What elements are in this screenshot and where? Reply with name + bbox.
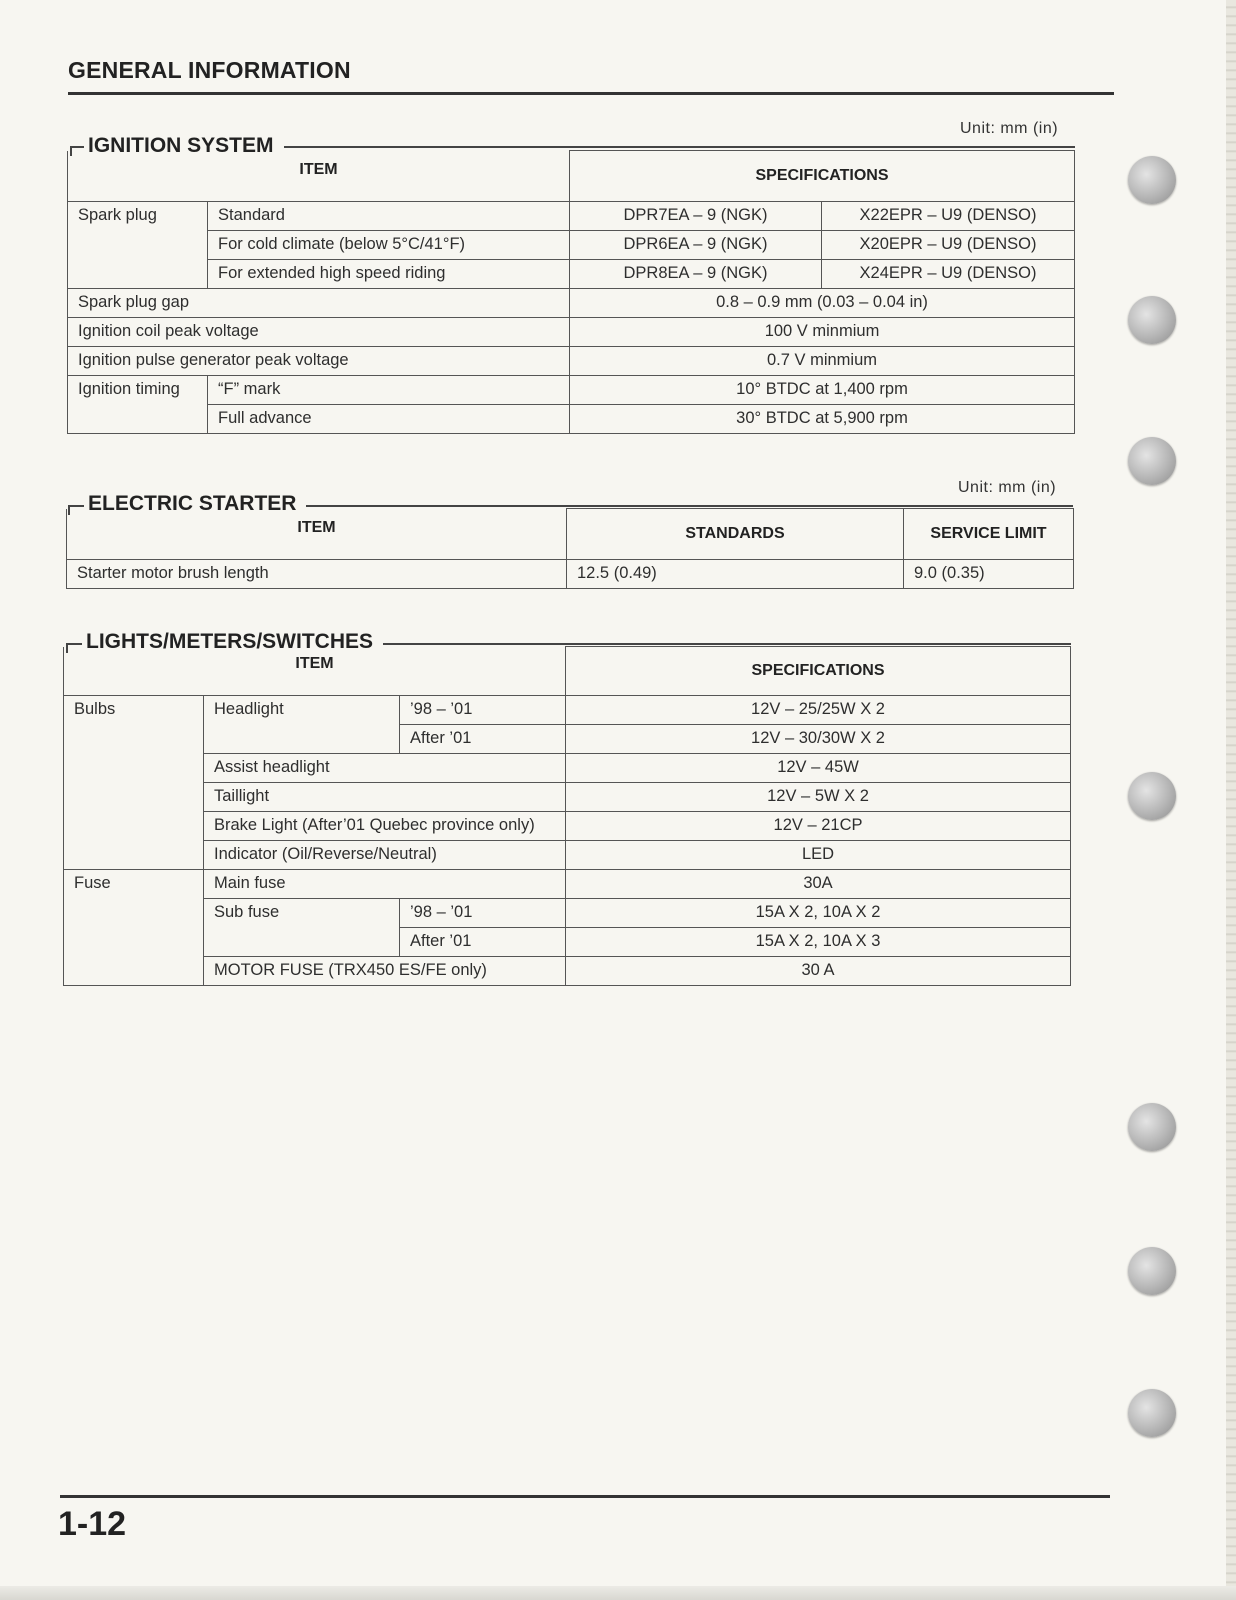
fuse-label: Fuse [64, 869, 204, 985]
binder-hole [1128, 1247, 1176, 1295]
main-fuse-value: 30A [566, 869, 1071, 898]
headlight-after-value: 12V – 30/30W X 2 [566, 724, 1071, 753]
lights-section-title: LIGHTS/METERS/SWITCHES [82, 630, 383, 654]
sub-fuse-label: Sub fuse [204, 898, 400, 956]
ignition-unit: Unit: mm (in) [960, 120, 1059, 137]
sub-fuse-after-value: 15A X 2, 10A X 3 [566, 927, 1071, 956]
lights-col-item: ITEM [64, 647, 566, 696]
brake-light-label: Brake Light (After’01 Quebec province only) [204, 811, 566, 840]
taillight-label: Taillight [204, 782, 566, 811]
starter-header-row [67, 509, 1074, 560]
starter-table [66, 508, 1074, 589]
table-row [68, 404, 1075, 433]
spark-plug-highspeed-ngk: DPR8EA – 9 (NGK) [570, 259, 822, 288]
timing-full-advance-label: Full advance [208, 404, 570, 433]
page-title: GENERAL INFORMATION [68, 57, 351, 83]
table-row [64, 782, 1071, 811]
table-row [64, 956, 1071, 985]
pulse-voltage-label: Ignition pulse generator peak voltage [68, 346, 570, 375]
spark-plug-gap-label: Spark plug gap [68, 288, 570, 317]
brush-length-standard: 12.5 (0.49) [567, 559, 904, 588]
table-row [64, 840, 1071, 869]
spark-plug-cold-label: For cold climate (below 5°C/41°F) [208, 230, 570, 259]
spark-plug-standard-label: Standard [208, 201, 570, 230]
scan-bottom-edge [0, 1586, 1236, 1600]
binder-hole [1128, 156, 1176, 204]
binder-hole [1128, 772, 1176, 820]
binder-hole [1128, 437, 1176, 485]
lights-col-spec: SPECIFICATIONS [566, 647, 1071, 696]
spark-plug-highspeed-label: For extended high speed riding [208, 259, 570, 288]
spark-plug-label: Spark plug [68, 201, 208, 288]
starter-col-standards: STANDARDS [567, 509, 904, 560]
spark-plug-cold-denso: X20EPR – U9 (DENSO) [822, 230, 1075, 259]
table-row [68, 230, 1075, 259]
table-row [67, 559, 1074, 588]
indicator-value: LED [566, 840, 1071, 869]
spark-plug-gap-value: 0.8 – 0.9 mm (0.03 – 0.04 in) [570, 288, 1075, 317]
spark-plug-highspeed-denso: X24EPR – U9 (DENSO) [822, 259, 1075, 288]
bulbs-label: Bulbs [64, 695, 204, 869]
header-rule [68, 92, 1114, 95]
starter-col-service-limit: SERVICE LIMIT [904, 509, 1074, 560]
headlight-9801-value: 12V – 25/25W X 2 [566, 695, 1071, 724]
binder-hole [1128, 1103, 1176, 1151]
ignition-timing-label: Ignition timing [68, 375, 208, 433]
ignition-header-row [68, 151, 1075, 202]
table-row [68, 346, 1075, 375]
ignition-col-spec: SPECIFICATIONS [570, 151, 1075, 202]
binder-hole [1128, 296, 1176, 344]
table-row [64, 753, 1071, 782]
table-row [68, 288, 1075, 317]
indicator-label: Indicator (Oil/Reverse/Neutral) [204, 840, 566, 869]
starter-unit: Unit: mm (in) [958, 479, 1057, 496]
ignition-col-item: ITEM [68, 151, 570, 202]
lights-table [63, 646, 1071, 986]
table-row [64, 811, 1071, 840]
sub-fuse-9801-label: ’98 – ’01 [400, 898, 566, 927]
main-fuse-label: Main fuse [204, 869, 566, 898]
table-row [68, 259, 1075, 288]
table-row [68, 201, 1075, 230]
starter-section-title: ELECTRIC STARTER [84, 492, 306, 516]
sub-fuse-after-label: After ’01 [400, 927, 566, 956]
table-row [68, 317, 1075, 346]
coil-voltage-label: Ignition coil peak voltage [68, 317, 570, 346]
assist-headlight-label: Assist headlight [204, 753, 566, 782]
footer-rule [60, 1495, 1110, 1498]
brake-light-value: 12V – 21CP [566, 811, 1071, 840]
headlight-after-label: After ’01 [400, 724, 566, 753]
headlight-9801-label: ’98 – ’01 [400, 695, 566, 724]
motor-fuse-value: 30 A [566, 956, 1071, 985]
ignition-table [67, 150, 1075, 434]
motor-fuse-label: MOTOR FUSE (TRX450 ES/FE only) [204, 956, 566, 985]
coil-voltage-value: 100 V minmium [570, 317, 1075, 346]
table-row [64, 869, 1071, 898]
starter-col-item: ITEM [67, 509, 567, 560]
timing-full-advance-value: 30° BTDC at 5,900 rpm [570, 404, 1075, 433]
page-edge [1226, 0, 1236, 1600]
binder-hole [1128, 1389, 1176, 1437]
taillight-value: 12V – 5W X 2 [566, 782, 1071, 811]
pulse-voltage-value: 0.7 V minmium [570, 346, 1075, 375]
timing-f-mark-label: “F” mark [208, 375, 570, 404]
spark-plug-standard-denso: X22EPR – U9 (DENSO) [822, 201, 1075, 230]
page-number: 1-12 [58, 1505, 127, 1543]
sub-fuse-9801-value: 15A X 2, 10A X 2 [566, 898, 1071, 927]
spark-plug-cold-ngk: DPR6EA – 9 (NGK) [570, 230, 822, 259]
table-row [68, 375, 1075, 404]
spark-plug-standard-ngk: DPR7EA – 9 (NGK) [570, 201, 822, 230]
table-row [64, 695, 1071, 724]
assist-headlight-value: 12V – 45W [566, 753, 1071, 782]
brush-length-limit: 9.0 (0.35) [904, 559, 1074, 588]
headlight-label: Headlight [204, 695, 400, 753]
brush-length-label: Starter motor brush length [67, 559, 567, 588]
ignition-section-title: IGNITION SYSTEM [84, 134, 284, 158]
table-row [64, 898, 1071, 927]
timing-f-mark-value: 10° BTDC at 1,400 rpm [570, 375, 1075, 404]
